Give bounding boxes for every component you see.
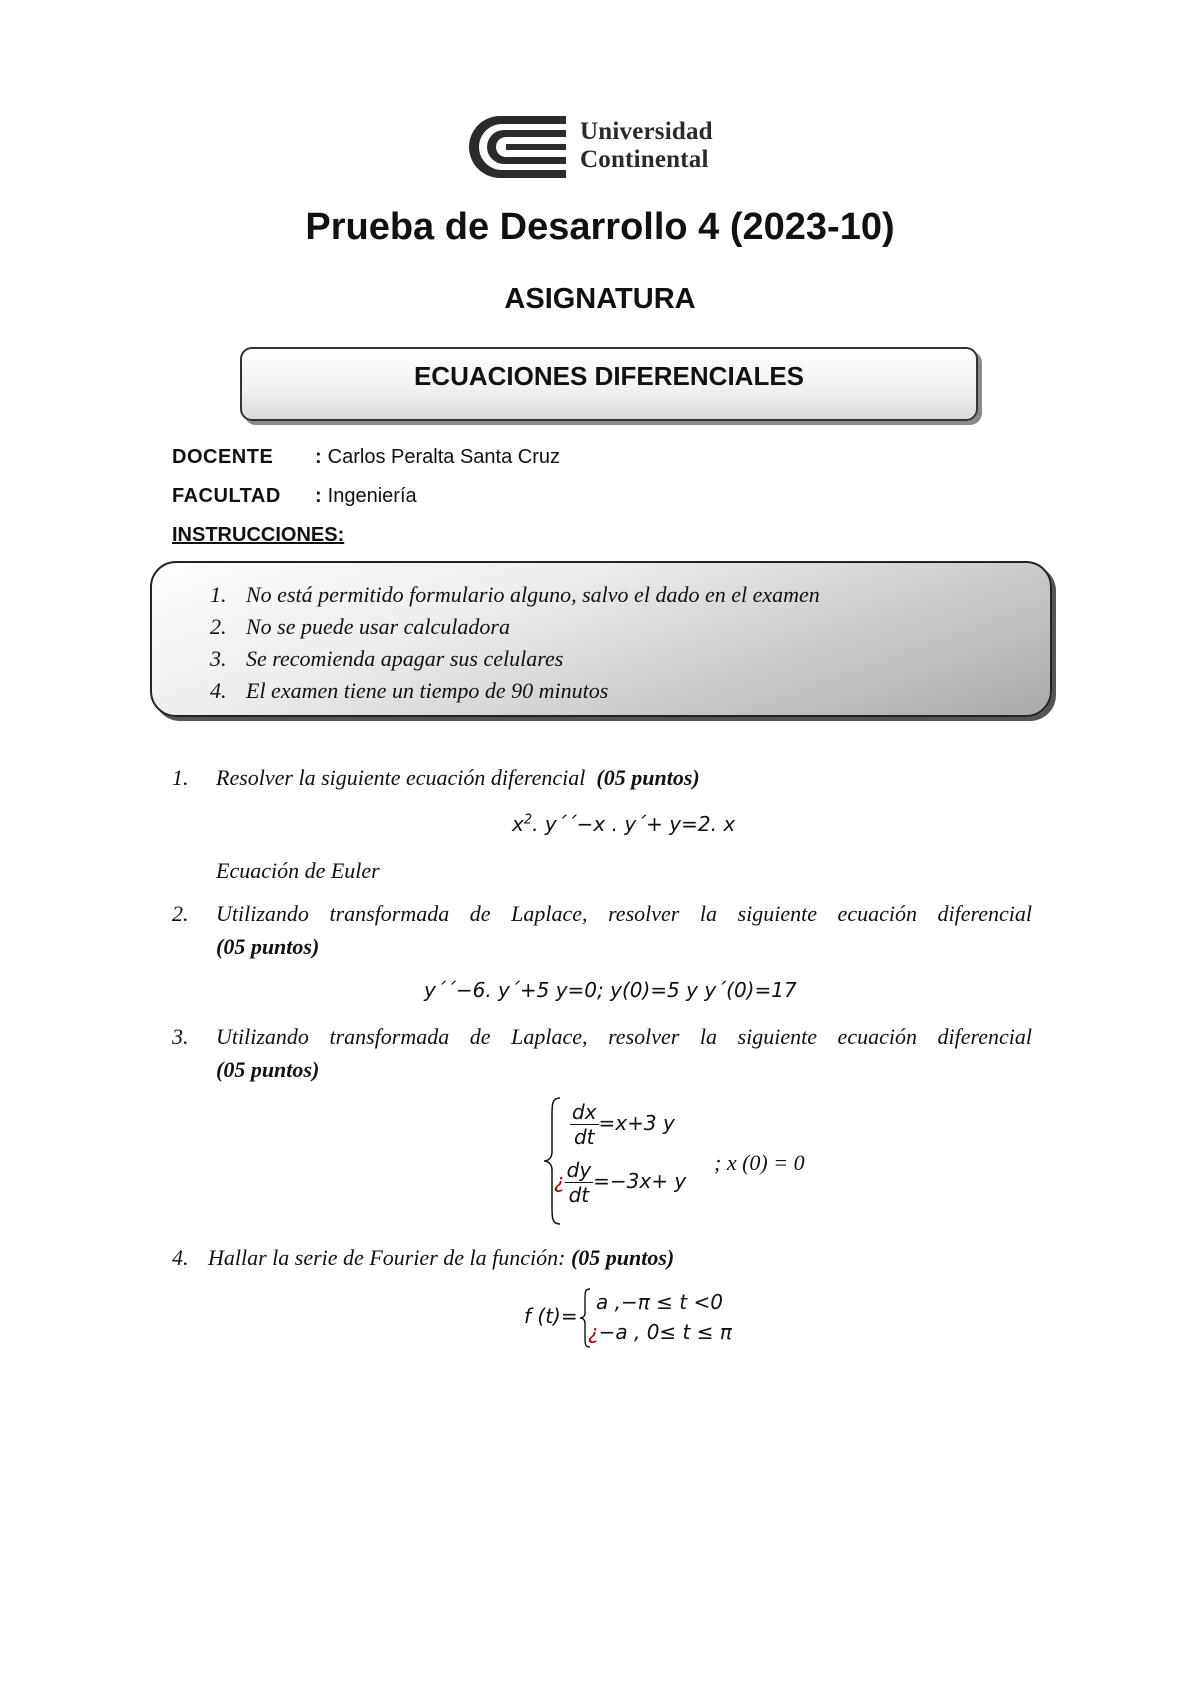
list-item: [210, 611, 1050, 643]
question-1-text: [216, 765, 1032, 791]
fraction-dx-dt: [570, 1100, 599, 1149]
colon: :: [315, 446, 322, 468]
facultad-label: FACULTAD: [172, 485, 281, 507]
question-1-points: (05 puntos): [596, 765, 700, 790]
question-1-number: 1.: [172, 765, 189, 790]
logo-line-2: Continental: [580, 146, 709, 173]
facultad-value: Ingeniería: [327, 485, 417, 507]
subject-heading: ASIGNATURA: [504, 283, 696, 315]
question-1-note: Ecuación de Euler: [216, 858, 380, 883]
list-item: [210, 675, 1050, 707]
question-4-points: (05 puntos): [570, 1245, 675, 1270]
course-name: ECUACIONES DIFERENCIALES: [413, 361, 805, 391]
university-logo: [462, 108, 742, 182]
instructions-heading: INSTRUCCIONES:: [172, 524, 345, 546]
facultad-field: [315, 485, 417, 508]
instructions-box: [150, 561, 1052, 717]
question-2-points: (05 puntos): [216, 934, 320, 959]
system-equation-2: [554, 1158, 686, 1207]
fraction-numerator: dx: [572, 1100, 597, 1124]
item-number: 2.: [210, 614, 227, 639]
question-4-text: [208, 1245, 674, 1271]
item-number: 4.: [210, 678, 227, 703]
question-1-equation: [512, 812, 735, 836]
system-condition: ; x (0) = 0: [714, 1150, 805, 1175]
logo-line-1: Universidad: [580, 118, 713, 145]
question-3-statement: Utilizando transformada de Laplace, resolver la siguiente ecuación diferencial: [216, 1024, 1032, 1049]
item-text: Se recomienda apagar sus celulares: [246, 646, 564, 671]
piecewise-case-2-text: −a , 0≤ t ≤ π: [598, 1320, 732, 1344]
item-text: No está permitido formulario alguno, salvo el dado en el examen: [246, 582, 820, 607]
piecewise-lhs: f (t)=: [524, 1304, 578, 1328]
question-3-points: (05 puntos): [216, 1057, 320, 1082]
page-title: Prueba de Desarrollo 4 (2023-10): [305, 206, 895, 248]
fraction-dy-dt: [565, 1158, 594, 1207]
render-artifact-mark: ¿: [554, 1169, 565, 1193]
item-number: 1.: [210, 582, 227, 607]
course-name-box: [240, 347, 978, 421]
system-equation-1: [570, 1100, 675, 1149]
piecewise-case-2: [588, 1320, 732, 1344]
eq-x: x: [512, 812, 524, 836]
piecewise-case-1: a ,−π ≤ t <0: [596, 1290, 723, 1314]
instructions-list: [152, 563, 1050, 707]
fraction-denominator: dt: [568, 1183, 590, 1207]
eq-rest: . y´´−x . y´+ y=2. x: [532, 812, 736, 836]
question-2-statement: Utilizando transformada de Laplace, resolver la siguiente ecuación diferencial: [216, 901, 1032, 926]
list-item: [210, 579, 1050, 611]
colon: :: [315, 485, 322, 507]
question-1-statement: Resolver la siguiente ecuación diferencial: [216, 765, 586, 790]
item-text: No se puede usar calculadora: [246, 614, 510, 639]
logo-c-mark-icon: [462, 114, 570, 180]
list-item: [210, 643, 1050, 675]
render-artifact-mark: ¿: [588, 1320, 599, 1344]
question-4-statement: Hallar la serie de Fourier de la función:: [208, 1245, 566, 1270]
item-text: El examen tiene un tiempo de 90 minutos: [246, 678, 609, 703]
question-2-number: 2.: [172, 901, 189, 926]
fraction-numerator: dy: [566, 1158, 592, 1182]
equation-rhs: =x+3 y: [598, 1111, 675, 1135]
docente-label: DOCENTE: [172, 446, 274, 468]
question-2-equation: y´´−6. y´+5 y=0; y(0)=5 y y´(0)=17: [424, 978, 797, 1002]
equation-rhs: =−3x+ y: [593, 1169, 687, 1193]
docente-field: [315, 446, 560, 469]
eq-exponent: 2: [523, 812, 533, 828]
question-4-number: 4.: [172, 1245, 189, 1270]
question-3-number: 3.: [172, 1024, 189, 1049]
fraction-denominator: dt: [573, 1125, 595, 1149]
item-number: 3.: [210, 646, 227, 671]
docente-value: Carlos Peralta Santa Cruz: [327, 446, 560, 468]
